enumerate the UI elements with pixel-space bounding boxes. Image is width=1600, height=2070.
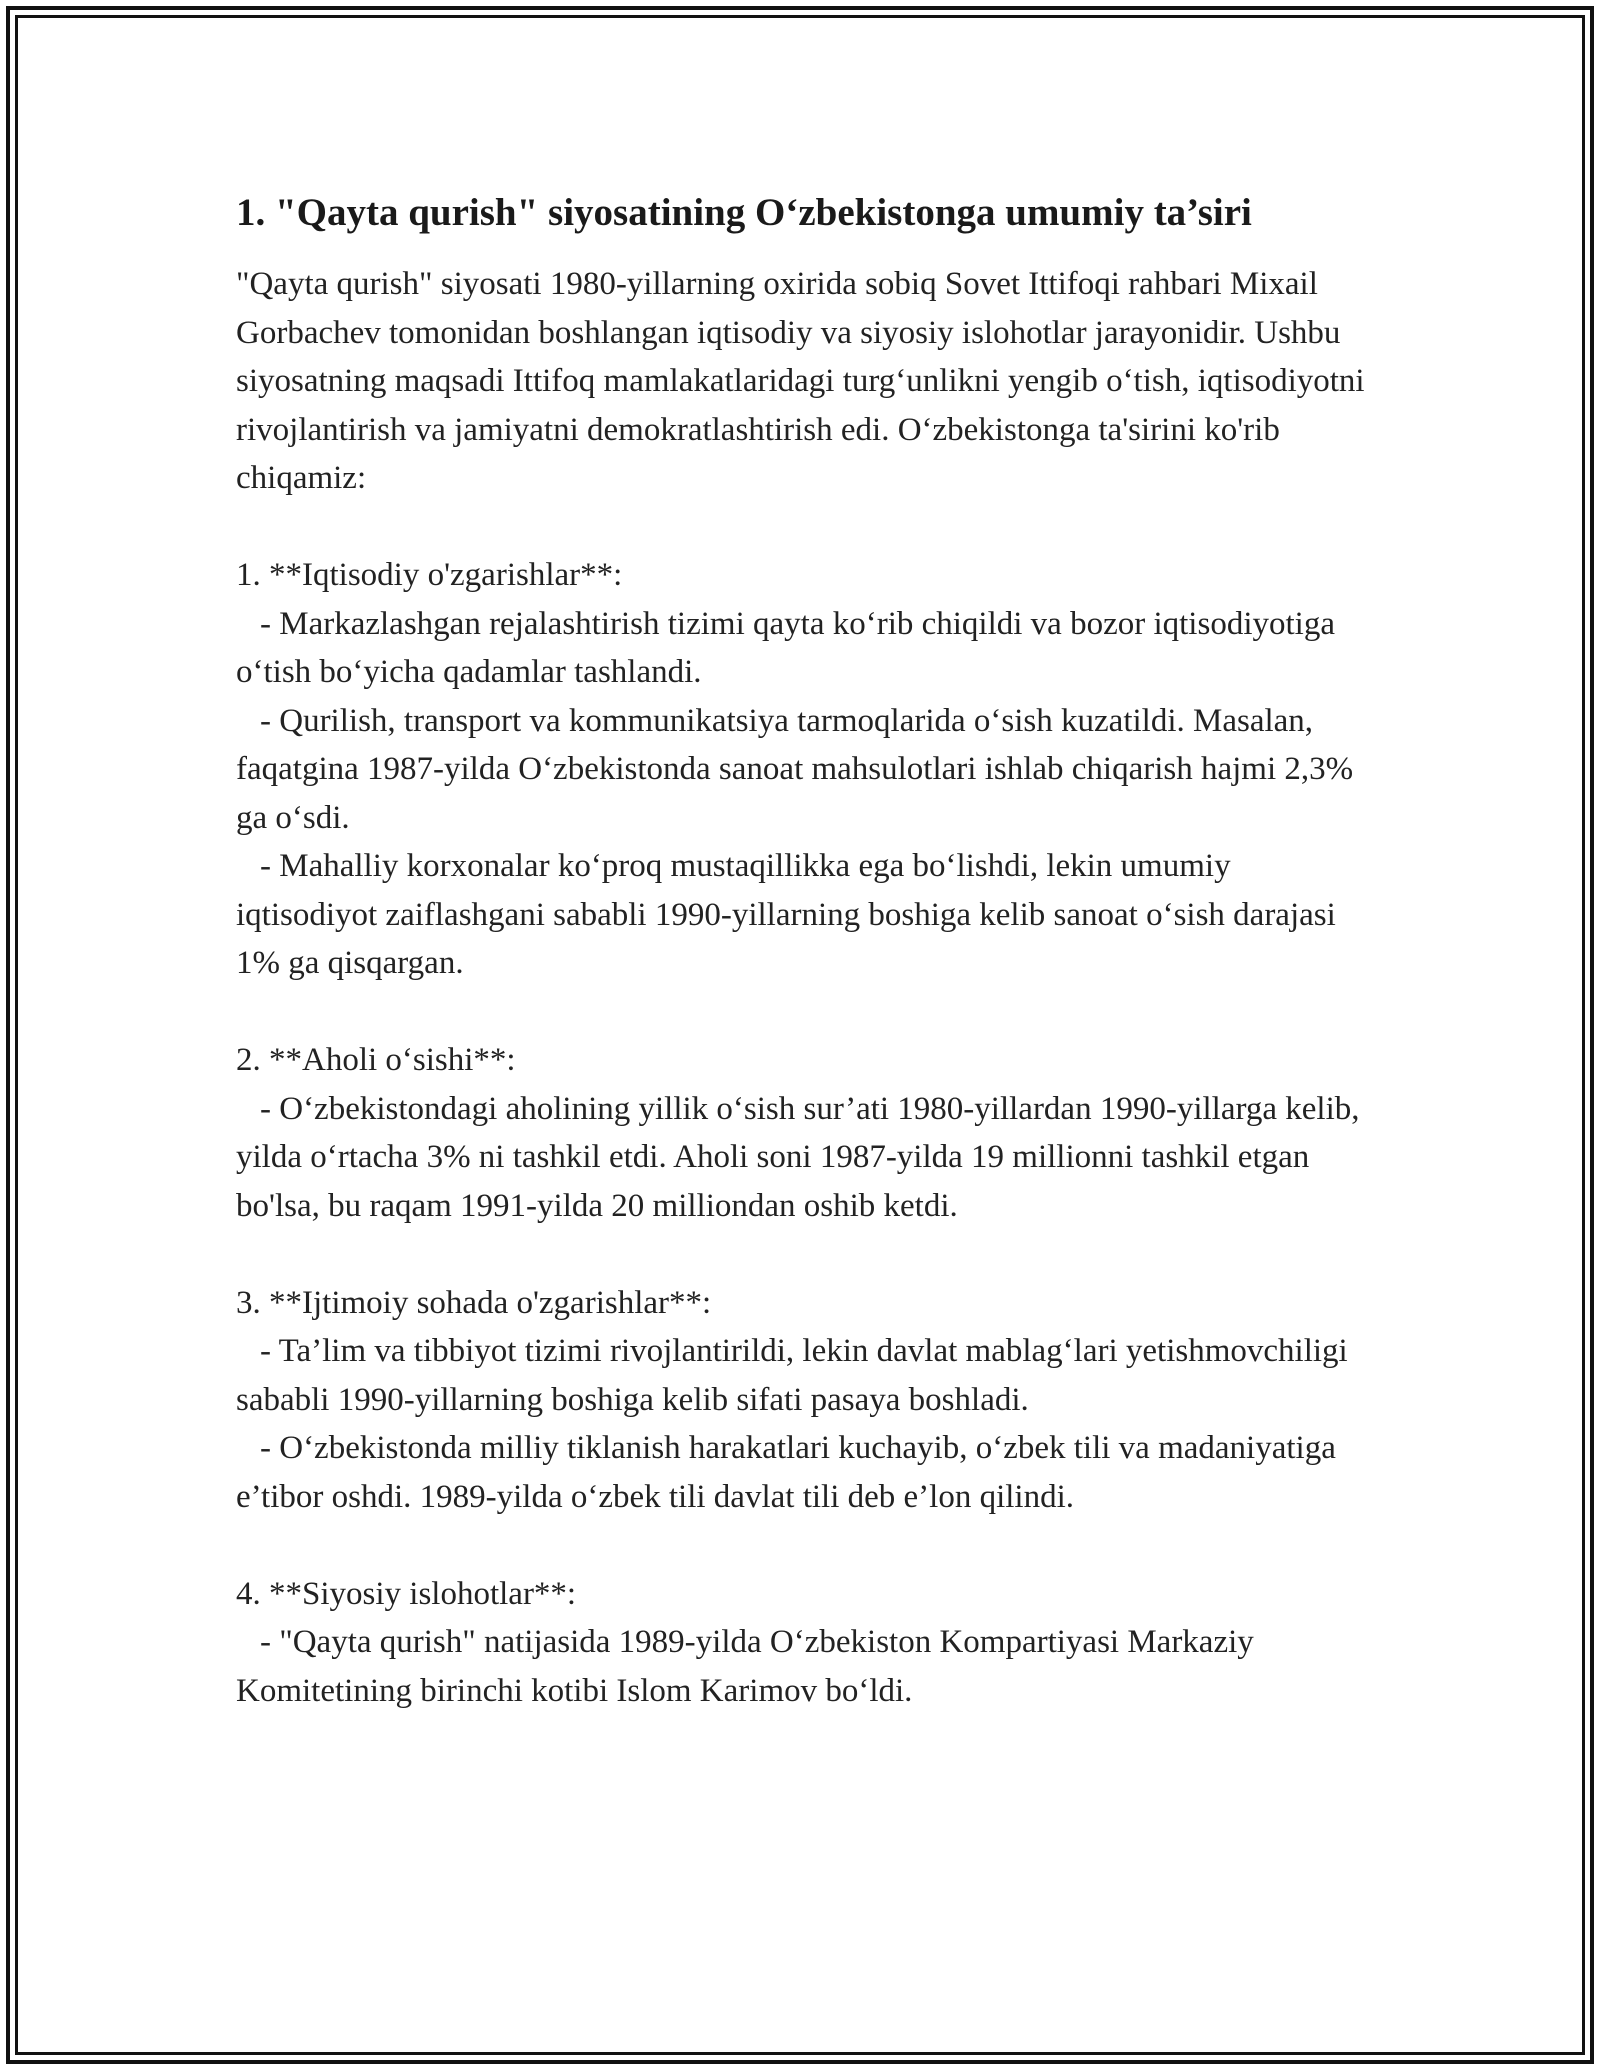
bullet-item: - Markazlashgan rejalashtirish tizimi qayta ko‘rib chiqildi va bozor iqtisodiyotiga o‘tish bo‘yicha qadamlar tashlandi. [236,605,1335,690]
bullet-item: - Mahalliy korxonalar ko‘proq mustaqillikka ega bo‘lishdi, lekin umumiy iqtisodiyot zaiflashgani sababli 1990-yillarning boshiga kelib sanoat o‘sish darajasi 1% ga qisqargan. [236,848,1336,981]
document-title: 1. "Qayta qurish" siyosatining O‘zbekistonga umumiy ta’siri [236,191,1252,234]
section-heading: 4. **Siyosiy islohotlar**: [236,1575,577,1612]
bullet-item: - O‘zbekistonda milliy tiklanish harakatlari kuchayib, o‘zbek tili va madaniyatiga e’tibor oshdi. 1989-yilda o‘zbek tili davlat tili deb e’lon qilindi. [236,1430,1336,1515]
section-political [236,1570,1366,1716]
section-social [236,1279,1366,1522]
section-population [236,1036,1366,1230]
section-heading: 3. **Ijtimoiy sohada o'zgarishlar**: [236,1284,712,1321]
section-heading: 1. **Iqtisodiy o'zgarishlar**: [236,557,623,593]
intro-paragraph: "Qayta qurish" siyosati 1980-yillarning oxirida sobiq Sovet Ittifoqi rahbari Mixail Gorbachev tomonidan boshlangan iqtisodiy va siyosiy islohotlar jarayonidir. Ushbu siyosatning maqsadi Ittifoq mamlakatlaridagi turg‘unlikni yengib o‘tish, iqtisodiyotni rivojlantirish va jamiyatni demokratlashtirish edi. O‘zbekistonga ta'sirini ko'rib chiqamiz: [236,266,1365,496]
section-economic [236,551,1366,988]
document-page [236,186,1366,1715]
bullet-item: - Ta’lim va tibbiyot tizimi rivojlantirildi, lekin davlat mablag‘lari yetishmovchiligi sababli 1990-yillarning boshiga kelib sifati pasaya boshladi. [236,1333,1348,1418]
bullet-item: - O‘zbekistondagi aholining yillik o‘sish sur’ati 1980-yillardan 1990-yillarga kelib, yilda o‘rtacha 3% ni tashkil etdi. Aholi soni 1987-yilda 19 millionni tashkil etgan bo'lsa, bu raqam 1991-yilda 20 milliondan oshib ketdi. [236,1090,1360,1224]
bullet-item: - "Qayta qurish" natijasida 1989-yilda O‘zbekiston Kompartiyasi Markaziy Komitetining birinchi kotibi Islom Karimov bo‘ldi. [236,1624,1254,1709]
section-heading: 2. **Aholi o‘sishi**: [236,1042,516,1078]
bullet-item: - Qurilish, transport va kommunikatsiya tarmoqlarida o‘sish kuzatildi. Masalan, faqatgina 1987-yilda O‘zbekistonda sanoat mahsulotlari ishlab chiqarish hajmi 2,3% ga o‘sdi. [236,702,1354,836]
